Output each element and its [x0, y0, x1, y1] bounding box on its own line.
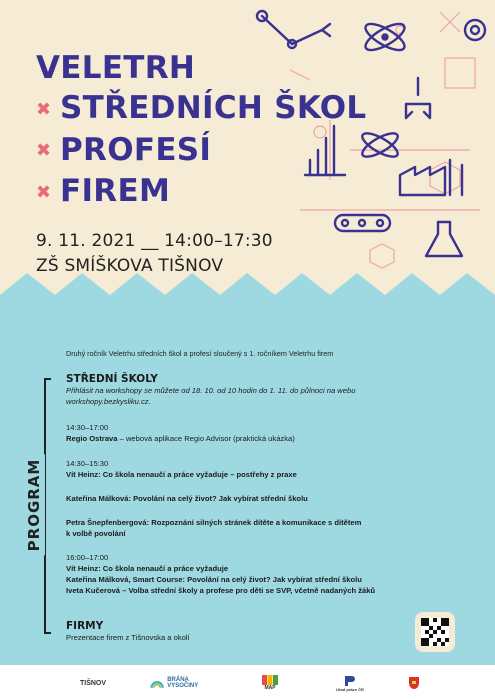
- schedule-block: [66, 552, 375, 596]
- schedule-item: Kateřina Málková: Povolání na celý život? Jak vybírat střední školu: [66, 494, 308, 503]
- x-mark-icon: ✖: [36, 181, 52, 203]
- arc-icon: [150, 676, 164, 690]
- x-mark-icon: ✖: [36, 140, 52, 161]
- schedule-block: [66, 422, 295, 444]
- schedule-item: Vít Heinz: Co škola nenaučí a práce vyžaduje: [66, 564, 229, 573]
- schools-section: [66, 373, 355, 407]
- event-date-time: 9. 11. 2021 __ 14:00–17:30: [36, 231, 273, 251]
- coat-of-arms-logo: [402, 670, 426, 696]
- title-line: ✖ PROFESÍ: [36, 130, 366, 172]
- event-location: ZŠ SMÍŠKOVA TIŠNOV: [36, 256, 224, 276]
- program-bracket: [44, 378, 51, 634]
- urad-prace-logo: Úřad práce ČR: [330, 670, 370, 696]
- x-mark-icon: ✖: [36, 98, 52, 120]
- schedule-item: Iveta Kučerová – Volba střední školy a profese pro děti se SVP, včetně nadaných žáků: [66, 586, 376, 595]
- time-slot: 14:30–15:30: [66, 459, 109, 468]
- title-line: ✖ FIREM: [36, 171, 366, 213]
- time-slot: 16:00–17:00: [66, 553, 109, 562]
- intro-text: Druhý ročník Veletrhu středních škol a profesí sloučený s 1. ročníkem Veletrhu firem: [66, 349, 334, 358]
- schedule-block: [66, 458, 361, 539]
- event-title: [36, 48, 366, 213]
- schedule-item: k volbě povolání: [66, 529, 126, 538]
- time-slot: 14:30–17:00: [66, 423, 109, 432]
- map-icon: [262, 675, 278, 685]
- firms-section: [66, 620, 190, 643]
- title-line: ✖ STŘEDNÍCH ŠKOL: [36, 88, 366, 130]
- program-label: PROGRAM: [23, 455, 45, 556]
- qr-code-icon: [421, 618, 449, 646]
- shield-icon: [408, 676, 420, 690]
- brana-vysociny-logo: BRÁNA VYSOČINY: [150, 670, 210, 696]
- schedule-item: Regio Ostrava – webová aplikace Regio Advisor (praktická ukázka): [66, 434, 295, 443]
- schedule-item: Vít Heinz: Co škola nenaučí a práce vyžaduje – postřehy z praxe: [66, 470, 297, 479]
- tisnov-logo: TIŠNOV: [79, 679, 107, 687]
- schools-heading: STŘEDNÍ ŠKOLY: [66, 373, 158, 385]
- workshop-note: Přihlásit na workshopy se můžete od 18. 10. od 10 hodin do 1. 11. do půlnoci na webu: [66, 386, 356, 395]
- firms-text: Prezentace firem z Tišnovska a okolí: [66, 633, 190, 642]
- urad-prace-icon: [344, 675, 356, 687]
- title-line: VELETRH: [36, 50, 196, 86]
- schedule-item: Kateřina Málková, Smart Course: Povolání na celý život? Jak vybírat střední školu: [66, 575, 362, 584]
- workshop-url[interactable]: workshopy.bezkysliku.cz.: [66, 397, 151, 406]
- map-logo: MAP: [255, 670, 285, 696]
- firms-heading: FIRMY: [66, 620, 104, 632]
- qr-code[interactable]: [415, 612, 455, 652]
- schedule-item: Petra Šnepfenbergová: Rozpoznání silných stránek dítěte a komunikace s dítětem: [66, 518, 362, 527]
